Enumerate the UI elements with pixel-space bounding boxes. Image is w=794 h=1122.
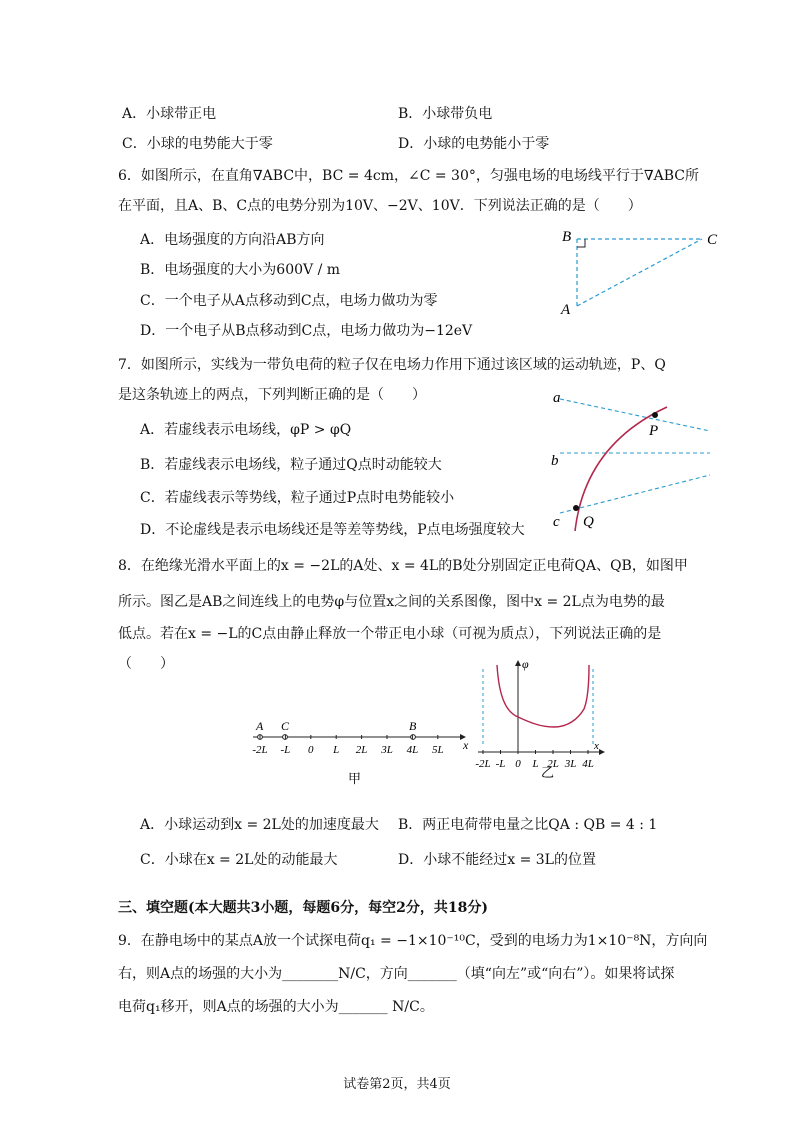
- dashed-line-c: [560, 475, 710, 513]
- tick-label: 2L: [355, 744, 368, 756]
- tick-label: 5L: [431, 744, 444, 756]
- tick-label: -2L: [475, 758, 491, 770]
- q7-stem-line2: 是这条轨迹上的两点，下列判断正确的是（ ）: [118, 387, 426, 403]
- label-p: P: [649, 423, 659, 439]
- label-q: Q: [583, 514, 594, 530]
- q9-stem-line1: 9．在静电场中的某点A放一个试探电荷q₁ = −1×10⁻¹⁰C，受到的电场力为1×10⁻⁸N，方向向: [118, 933, 708, 949]
- x-axis-label: x: [594, 740, 599, 752]
- q7-option-a: A．若虚线表示电场线，φP > φQ: [140, 422, 352, 438]
- caption-yi: 乙: [541, 765, 555, 780]
- point-p: [652, 412, 658, 418]
- x-axis-arrow: [599, 749, 605, 755]
- q8-stem-line1: 8．在绝缘光滑水平面上的x = −2L的A处、x = 4L的B处分别固定正电荷QA、QB，如图甲: [118, 558, 688, 574]
- label-b: B: [409, 719, 417, 733]
- label-a: A: [561, 302, 571, 318]
- q6-stem-line2: 在平面，且A、B、C点的电势分别为10V、−2V、10V．下列说法正确的是（ ）: [118, 198, 642, 214]
- q7-option-b: B．若虚线表示电场线，粒子通过Q点时动能较大: [140, 457, 442, 473]
- q7-stem-line1: 7．如图所示，实线为一带负电荷的粒子仅在电场力作用下通过该区域的运动轨迹，P、Q: [118, 357, 666, 373]
- tick-label: 3L: [564, 758, 577, 770]
- q5-option-d: D．小球的电势能小于零: [398, 136, 550, 152]
- tick-label: 3L: [381, 744, 393, 756]
- label-c: C: [707, 232, 718, 248]
- tick-label: 0: [308, 744, 314, 756]
- q8-figure-yi: [476, 657, 611, 782]
- q6-option-c: C．一个电子从A点移动到C点，电场力做功为零: [140, 293, 438, 309]
- tick-label: -L: [280, 744, 291, 756]
- label-b: b: [551, 453, 559, 469]
- tick-label: L: [532, 758, 539, 770]
- label-c: C: [281, 719, 290, 733]
- q6-triangle-figure: [555, 222, 735, 322]
- point-q: [573, 505, 579, 511]
- q8-option-d: D．小球不能经过x = 3L的位置: [398, 852, 596, 868]
- tick-label: 0: [515, 758, 521, 770]
- q7-trajectory-figure: [545, 385, 715, 535]
- q8-option-b: B．两正电荷带电量之比QA : QB = 4 : 1: [398, 817, 658, 833]
- q6-stem-line1: 6．如图所示，在直角∇ABC中，BC = 4cm，∠C = 30°，匀强电场的电场线平行于∇ABC所: [118, 168, 699, 184]
- tick-label: 4L: [582, 758, 594, 770]
- label-a: a: [553, 390, 561, 406]
- q8-stem-line2: 所示。图乙是AB之间连线上的电势φ与位置x之间的关系图像，图中x = 2L点为电势的最: [118, 594, 665, 610]
- section-heading: 三、填空题(本大题共3小题，每题6分，每空2分，共18分): [118, 900, 488, 916]
- q8-option-a: A．小球运动到x = 2L处的加速度最大: [140, 817, 379, 833]
- label-a: A: [256, 719, 264, 733]
- page-footer: 试卷第2页，共4页: [343, 1077, 451, 1092]
- q9-stem-line3: 电荷q₁移开，则A点的场强的大小为_______ N/C。: [118, 999, 434, 1015]
- q8-figure-jia: [245, 715, 475, 785]
- label-b: B: [562, 229, 572, 245]
- q9-stem-line2: 右，则A点的场强的大小为________N/C，方向_______（填“向左”或“向右”）。如果将试探: [118, 966, 675, 982]
- tick-label: -2L: [252, 744, 268, 756]
- right-angle-mark: [577, 239, 585, 247]
- phi-label: φ: [522, 657, 529, 671]
- tick-label: 4L: [406, 744, 419, 756]
- phi-axis-arrow: [515, 660, 521, 666]
- label-c: c: [553, 514, 560, 530]
- caption-jia: 甲: [348, 771, 362, 786]
- q7-option-d: D．不论虚线是表示电场线还是等差等势线，P点电场强度较大: [140, 522, 525, 538]
- q5-option-c: C．小球的电势能大于零: [122, 136, 273, 152]
- charge-b: [411, 735, 416, 740]
- q5-option-a: A．小球带正电: [122, 106, 217, 122]
- q7-option-c: C．若虚线表示等势线，粒子通过P点时电势能较小: [140, 490, 455, 506]
- q6-option-d: D．一个电子从B点移动到C点，电场力做功为−12eV: [140, 323, 473, 339]
- q8-option-c: C．小球在x = 2L处的动能最大: [140, 852, 338, 868]
- q8-stem-line4: （ ）: [118, 656, 174, 672]
- potential-curve: [497, 665, 589, 727]
- q6-option-a: A．电场强度的方向沿AB方向: [140, 232, 325, 248]
- tick-label: L: [333, 744, 340, 756]
- q5-option-b: B．小球带负电: [398, 106, 493, 122]
- tick-label: -L: [495, 758, 506, 770]
- axis-label-x: x: [463, 738, 469, 752]
- q6-option-b: B．电场强度的大小为600V / m: [140, 262, 341, 278]
- segment-ac: [577, 239, 702, 306]
- q8-stem-line3: 低点。若在x = −L的C点由静止释放一个带正电小球（可视为质点），下列说法正确的是: [118, 626, 662, 642]
- tick-label: 2L: [547, 758, 559, 770]
